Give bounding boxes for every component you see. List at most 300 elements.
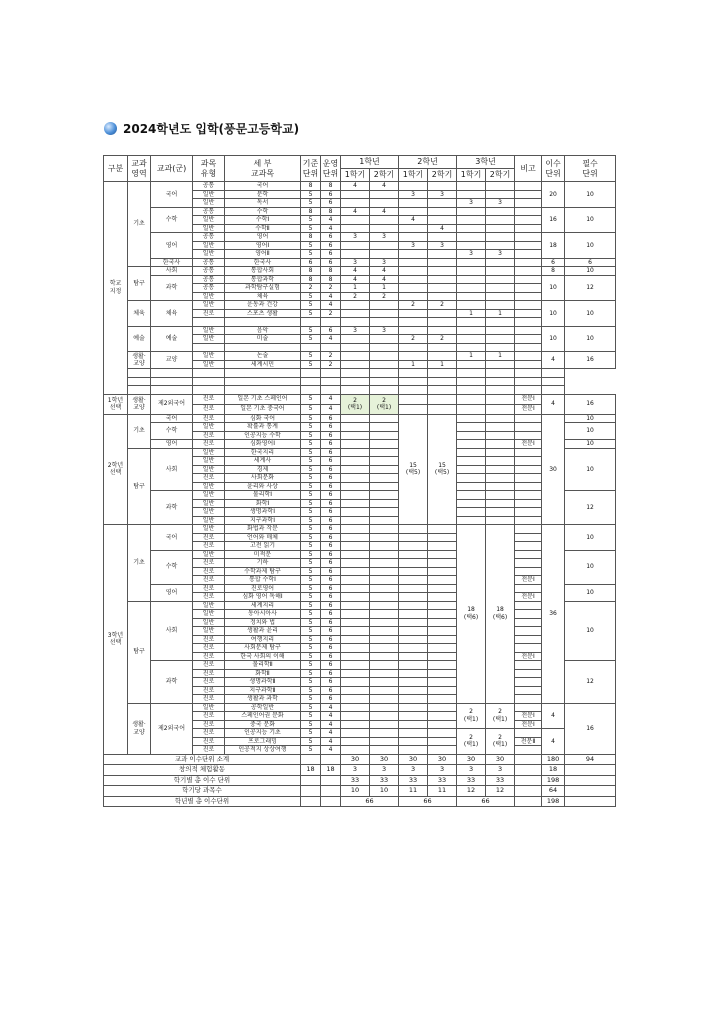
- cell-op: 6: [321, 482, 341, 491]
- cell-type: 일반: [193, 610, 225, 619]
- cell-course: 일본 기초 중국어: [225, 404, 301, 414]
- cell-course: 영어Ⅱ: [225, 250, 301, 259]
- cell-req: 10: [565, 550, 616, 584]
- cell-base: 5: [301, 669, 321, 678]
- cell-op: 8: [321, 182, 341, 191]
- cell-g1s2: 4: [370, 207, 399, 216]
- cell-course: 통합 수학Ⅰ: [225, 576, 301, 585]
- table-row: [104, 703, 616, 712]
- cell-req: 6: [565, 258, 616, 267]
- cell-base: 5: [301, 241, 321, 250]
- cell-course: 통합사회: [225, 267, 301, 276]
- header-g3-sem1: 1학기: [457, 169, 486, 182]
- section-label: 학교 지정: [104, 182, 128, 395]
- cell-op: 8: [321, 275, 341, 284]
- cell-g1s2: 2: [370, 292, 399, 301]
- cell-base: 6: [301, 258, 321, 267]
- summary-g2s2: 33: [428, 775, 457, 786]
- header-op-unit: 운영 단위: [321, 156, 341, 182]
- summary-g2s2: 30: [428, 754, 457, 765]
- cell-base: 5: [301, 448, 321, 457]
- cell-type: 진로: [193, 584, 225, 593]
- area-label: 예술: [128, 326, 151, 352]
- summary-g2s2: 3: [428, 765, 457, 776]
- cell-g3s2: 3: [486, 250, 515, 259]
- summary-base: 18: [301, 765, 321, 776]
- cell-type: 진로: [193, 678, 225, 687]
- cell-base: 5: [301, 224, 321, 233]
- header-base-unit: 기준 단위: [301, 156, 321, 182]
- cell-base: 5: [301, 394, 321, 404]
- group-label: 사회: [151, 267, 193, 276]
- cell-g3s2: 1: [486, 309, 515, 318]
- cell-type: 공통: [193, 275, 225, 284]
- cell-course: 스페인어권 문화: [225, 712, 301, 721]
- cell-total: 4: [542, 394, 565, 414]
- cell-req: 10: [565, 182, 616, 208]
- cell-base: 5: [301, 499, 321, 508]
- cell-base: 5: [301, 712, 321, 721]
- cell-op: 6: [321, 431, 341, 440]
- summary-g2s1: 3: [399, 765, 428, 776]
- table-row: [104, 233, 616, 242]
- cell-op: 6: [321, 448, 341, 457]
- area-label: 기초: [128, 525, 151, 602]
- summary-g1s1: 30: [341, 754, 370, 765]
- cell-note: 전문Ⅰ: [515, 720, 542, 729]
- cell-elective: 15 (택5): [399, 414, 428, 525]
- cell-course: 사회문제 탐구: [225, 644, 301, 653]
- cell-type: 진로: [193, 559, 225, 568]
- cell-note: 전문Ⅰ: [515, 576, 542, 585]
- header-grade1: 1학년: [341, 156, 399, 169]
- cell-type: 진로: [193, 593, 225, 602]
- cell-g2s1: 2: [399, 335, 428, 344]
- cell-op: 6: [321, 533, 341, 542]
- cell-op: 6: [321, 593, 341, 602]
- cell-op: 6: [321, 559, 341, 568]
- table-row: [104, 661, 616, 670]
- cell-base: 5: [301, 525, 321, 534]
- cell-op: 6: [321, 233, 341, 242]
- header-req-units: 필수 단위: [565, 156, 616, 182]
- cell-type: 진로: [193, 729, 225, 738]
- cell-req: 16: [565, 352, 616, 369]
- summary-g1s1: 33: [341, 775, 370, 786]
- cell-base: 8: [301, 182, 321, 191]
- cell-base: 8: [301, 275, 321, 284]
- cell-op: 8: [321, 267, 341, 276]
- cell-base: 5: [301, 661, 321, 670]
- summary-g3s1: 30: [457, 754, 486, 765]
- cell-g2s2: 2: [428, 335, 457, 344]
- cell-base: 5: [301, 567, 321, 576]
- cell-note: 전문Ⅰ: [515, 652, 542, 661]
- table-row: [104, 601, 616, 610]
- cell-base: 5: [301, 301, 321, 310]
- cell-course: 물리학Ⅱ: [225, 661, 301, 670]
- summary-g3s1: 33: [457, 775, 486, 786]
- cell-g1s1: 1: [341, 284, 370, 293]
- table-row: [104, 267, 616, 276]
- cell-g2s2: 1: [428, 360, 457, 369]
- cell-course: 지구과학Ⅱ: [225, 686, 301, 695]
- curriculum-table: [103, 155, 616, 807]
- cell-op: 6: [321, 516, 341, 525]
- table-row: [104, 352, 616, 361]
- cell-base: 5: [301, 190, 321, 199]
- cell-type: 공통: [193, 284, 225, 293]
- cell-course: 중국 문화: [225, 720, 301, 729]
- cell-type: 진로: [193, 394, 225, 404]
- summary-req: 94: [565, 754, 616, 765]
- summary-row: [104, 796, 616, 807]
- cell-req: 10: [565, 423, 616, 440]
- cell-course: 한국지리: [225, 448, 301, 457]
- cell-course: 음악: [225, 326, 301, 335]
- summary-total: 198: [542, 796, 565, 807]
- group-label: 사회: [151, 601, 193, 661]
- cell-op: 2: [321, 360, 341, 369]
- cell-course: 한국사: [225, 258, 301, 267]
- cell-elective: 2 (택1): [486, 703, 515, 729]
- cell-g1s1: 3: [341, 233, 370, 242]
- cell-op: 4: [321, 712, 341, 721]
- section-label: 3학년 선택: [104, 525, 128, 755]
- summary-g3s1: 12: [457, 786, 486, 797]
- cell-type: 진로: [193, 712, 225, 721]
- cell-course: 화학Ⅱ: [225, 669, 301, 678]
- cell-op: 4: [321, 729, 341, 738]
- cell-course: 경제: [225, 465, 301, 474]
- cell-type: 공통: [193, 267, 225, 276]
- cell-total: 8: [542, 267, 565, 276]
- cell-op: 6: [321, 661, 341, 670]
- table-row: [104, 440, 616, 449]
- area-label: 탐구: [128, 267, 151, 301]
- cell-base: 8: [301, 207, 321, 216]
- cell-g1s1: 3: [341, 326, 370, 335]
- summary-row: [104, 786, 616, 797]
- cell-base: 5: [301, 593, 321, 602]
- cell-req: 10: [565, 267, 616, 276]
- cell-base: 5: [301, 423, 321, 432]
- cell-course: 여행지리: [225, 635, 301, 644]
- cell-type: 일반: [193, 360, 225, 369]
- cell-base: 5: [301, 352, 321, 361]
- cell-op: 6: [321, 542, 341, 551]
- cell-base: 5: [301, 457, 321, 466]
- cell-req: 12: [565, 275, 616, 301]
- cell-course: 한국 사회의 이해: [225, 652, 301, 661]
- cell-course: 국어: [225, 182, 301, 191]
- cell-course: 인공지능 수학: [225, 431, 301, 440]
- summary-row: [104, 754, 616, 765]
- cell-type: 일반: [193, 335, 225, 344]
- table-row: [104, 369, 616, 378]
- header-total-units: 이수 단위: [542, 156, 565, 182]
- cell-op: 6: [321, 190, 341, 199]
- cell-type: 일반: [193, 457, 225, 466]
- area-label: 생활· 교양: [128, 394, 151, 414]
- cell-course: 화법과 작문: [225, 525, 301, 534]
- cell-type: 진로: [193, 635, 225, 644]
- cell-req: 10: [565, 584, 616, 601]
- summary-label: 학년별 총 이수단위: [104, 796, 301, 807]
- cell-type: 진로: [193, 404, 225, 414]
- header-g1-sem2: 2학기: [370, 169, 399, 182]
- table-row: [104, 414, 616, 423]
- cell-note: 전문Ⅰ: [515, 593, 542, 602]
- cell-op: 6: [321, 457, 341, 466]
- cell-elective: 2 (택1): [486, 729, 515, 755]
- cell-op: 4: [321, 292, 341, 301]
- cell-g2s2: 2: [428, 301, 457, 310]
- header-course: 세 부 교과목: [225, 156, 301, 182]
- cell-req: 16: [565, 703, 616, 754]
- section-label: 2학년 선택: [104, 414, 128, 525]
- header-note: 비고: [515, 156, 542, 182]
- cell-base: 5: [301, 627, 321, 636]
- cell-op: 6: [321, 652, 341, 661]
- cell-op: 6: [321, 627, 341, 636]
- cell-base: 8: [301, 233, 321, 242]
- header-g1-sem1: 1학기: [341, 169, 370, 182]
- cell-type: 일반: [193, 491, 225, 500]
- cell-note: 전문Ⅰ: [515, 440, 542, 449]
- cell-elective: 18 (택6): [457, 525, 486, 704]
- cell-base: 5: [301, 635, 321, 644]
- area-label: 생활· 교양: [128, 703, 151, 754]
- cell-g3s1: 3: [457, 250, 486, 259]
- cell-op: 6: [321, 525, 341, 534]
- cell-type: 일반: [193, 352, 225, 361]
- table-row: [104, 207, 616, 216]
- page-title: 2024학년도 입학(풍문고등학교): [123, 121, 300, 136]
- cell-g2s1: 3: [399, 190, 428, 199]
- cell-type: 진로: [193, 720, 225, 729]
- cell-type: 진로: [193, 309, 225, 318]
- table-row: [104, 326, 616, 335]
- cell-course: 스포츠 생활: [225, 309, 301, 318]
- cell-course: 고전 읽기: [225, 542, 301, 551]
- table-row: [104, 584, 616, 593]
- summary-total: 180: [542, 754, 565, 765]
- cell-type: 공통: [193, 207, 225, 216]
- area-label: 생활· 교양: [128, 352, 151, 369]
- cell-base: 5: [301, 533, 321, 542]
- cell-type: 일반: [193, 190, 225, 199]
- cell-elective: 2 (택1): [370, 394, 399, 414]
- cell-course: 문학: [225, 190, 301, 199]
- cell-total: 36: [542, 525, 565, 704]
- cell-course: 기하: [225, 559, 301, 568]
- cell-type: 일반: [193, 618, 225, 627]
- cell-elective: 18 (택6): [486, 525, 515, 704]
- cell-type: 공통: [193, 182, 225, 191]
- cell-op: 6: [321, 601, 341, 610]
- cell-type: 공통: [193, 233, 225, 242]
- cell-total: 6: [542, 258, 565, 267]
- cell-op: 4: [321, 335, 341, 344]
- cell-op: 6: [321, 644, 341, 653]
- cell-type: 진로: [193, 440, 225, 449]
- summary-label: 학기당 과목수: [104, 786, 301, 797]
- cell-g1s1: 4: [341, 182, 370, 191]
- cell-course: 수학Ⅱ: [225, 224, 301, 233]
- cell-g2s1: 3: [399, 241, 428, 250]
- cell-course: 진로영어: [225, 584, 301, 593]
- cell-course: 체육: [225, 292, 301, 301]
- bullet-icon: [104, 122, 117, 135]
- group-label: 제2외국어: [151, 703, 193, 754]
- cell-type: 진로: [193, 686, 225, 695]
- cell-course: 세계사: [225, 457, 301, 466]
- table-row: [104, 525, 616, 534]
- summary-total: 198: [542, 775, 565, 786]
- cell-op: 6: [321, 465, 341, 474]
- cell-type: 일반: [193, 216, 225, 225]
- cell-op: 2: [321, 284, 341, 293]
- cell-base: 5: [301, 508, 321, 517]
- cell-course: 윤리와 사상: [225, 482, 301, 491]
- cell-op: 6: [321, 635, 341, 644]
- cell-base: 5: [301, 703, 321, 712]
- cell-base: 5: [301, 216, 321, 225]
- cell-op: 4: [321, 720, 341, 729]
- summary-g2s1: 33: [399, 775, 428, 786]
- section-label: 1학년 선택: [104, 394, 128, 414]
- cell-op: 6: [321, 686, 341, 695]
- header-grade2: 2학년: [399, 156, 457, 169]
- summary-g1: 66: [341, 796, 399, 807]
- cell-req: 10: [565, 601, 616, 661]
- cell-req: 10: [565, 525, 616, 551]
- cell-type: 일반: [193, 241, 225, 250]
- cell-course: 인공지능 기초: [225, 729, 301, 738]
- cell-note: 전문Ⅰ: [515, 712, 542, 721]
- cell-type: 진로: [193, 652, 225, 661]
- cell-op: 4: [321, 404, 341, 414]
- cell-course: 심화 영어 독해Ⅰ: [225, 593, 301, 602]
- group-label: 수학: [151, 423, 193, 440]
- summary-total: 18: [542, 765, 565, 776]
- cell-type: 진로: [193, 431, 225, 440]
- cell-type: 일반: [193, 508, 225, 517]
- summary-row: [104, 775, 616, 786]
- table-row: [104, 386, 616, 395]
- cell-op: 4: [321, 703, 341, 712]
- header-g2-sem1: 1학기: [399, 169, 428, 182]
- cell-course: 수학과제 탐구: [225, 567, 301, 576]
- cell-type: 진로: [193, 567, 225, 576]
- group-label: 과학: [151, 275, 193, 301]
- cell-req: 10: [565, 440, 616, 449]
- cell-course: 생명과학Ⅱ: [225, 678, 301, 687]
- cell-base: 5: [301, 618, 321, 627]
- cell-op: 6: [321, 508, 341, 517]
- cell-elective: 15 (택5): [428, 414, 457, 525]
- cell-base: 5: [301, 601, 321, 610]
- header-category: 구분: [104, 156, 128, 182]
- cell-base: 5: [301, 737, 321, 746]
- cell-base: 5: [301, 440, 321, 449]
- cell-base: 5: [301, 542, 321, 551]
- cell-g1s2: 4: [370, 182, 399, 191]
- cell-total: 4: [542, 729, 565, 755]
- cell-type: 일반: [193, 224, 225, 233]
- cell-type: 일반: [193, 250, 225, 259]
- cell-course: 영어Ⅰ: [225, 241, 301, 250]
- cell-note: 전문Ⅰ: [515, 394, 542, 404]
- cell-base: 5: [301, 404, 321, 414]
- cell-course: 인공적지 상상여행: [225, 746, 301, 755]
- cell-op: 6: [321, 567, 341, 576]
- cell-req: 10: [565, 233, 616, 259]
- cell-base: 5: [301, 474, 321, 483]
- table-row: [104, 550, 616, 559]
- cell-op: 4: [321, 746, 341, 755]
- group-label: 영어: [151, 233, 193, 259]
- summary-label: 학기별 총 이수 단위: [104, 775, 301, 786]
- summary-g2s1: 11: [399, 786, 428, 797]
- cell-course: 운동과 건강: [225, 301, 301, 310]
- cell-g3s1: 1: [457, 309, 486, 318]
- cell-type: 진로: [193, 576, 225, 585]
- header-grade3: 3학년: [457, 156, 515, 169]
- cell-base: 5: [301, 550, 321, 559]
- cell-op: 6: [321, 440, 341, 449]
- cell-base: 5: [301, 482, 321, 491]
- table-row: [104, 394, 616, 404]
- area-label: 기초: [128, 182, 151, 267]
- summary-g1s2: 10: [370, 786, 399, 797]
- cell-op: 4: [321, 224, 341, 233]
- cell-type: 일반: [193, 482, 225, 491]
- area-label: 탐구: [128, 448, 151, 525]
- cell-base: 5: [301, 576, 321, 585]
- cell-g3s1: 1: [457, 352, 486, 361]
- cell-total: 10: [542, 301, 565, 327]
- group-label: 사회: [151, 448, 193, 491]
- cell-op: 6: [321, 584, 341, 593]
- cell-elective: 2 (택1): [457, 729, 486, 755]
- group-label: 제2외국어: [151, 394, 193, 414]
- cell-type: 일반: [193, 627, 225, 636]
- cell-base: 5: [301, 491, 321, 500]
- cell-base: 5: [301, 516, 321, 525]
- cell-type: 진로: [193, 695, 225, 704]
- cell-base: 5: [301, 729, 321, 738]
- cell-course: 세계시민: [225, 360, 301, 369]
- cell-course: 과학탐구실험: [225, 284, 301, 293]
- cell-op: 4: [321, 216, 341, 225]
- cell-type: 일반: [193, 423, 225, 432]
- cell-op: 4: [321, 301, 341, 310]
- cell-g1s1: 4: [341, 275, 370, 284]
- cell-type: 일반: [193, 326, 225, 335]
- cell-base: 5: [301, 250, 321, 259]
- cell-req: 10: [565, 414, 616, 423]
- header-area: 교과 영역: [128, 156, 151, 182]
- cell-g1s2: 4: [370, 275, 399, 284]
- cell-g2s1: 4: [399, 216, 428, 225]
- cell-total: 4: [542, 352, 565, 369]
- table-row: [104, 377, 616, 386]
- cell-base: 5: [301, 465, 321, 474]
- cell-g1s1: 3: [341, 258, 370, 267]
- cell-g1s2: 3: [370, 326, 399, 335]
